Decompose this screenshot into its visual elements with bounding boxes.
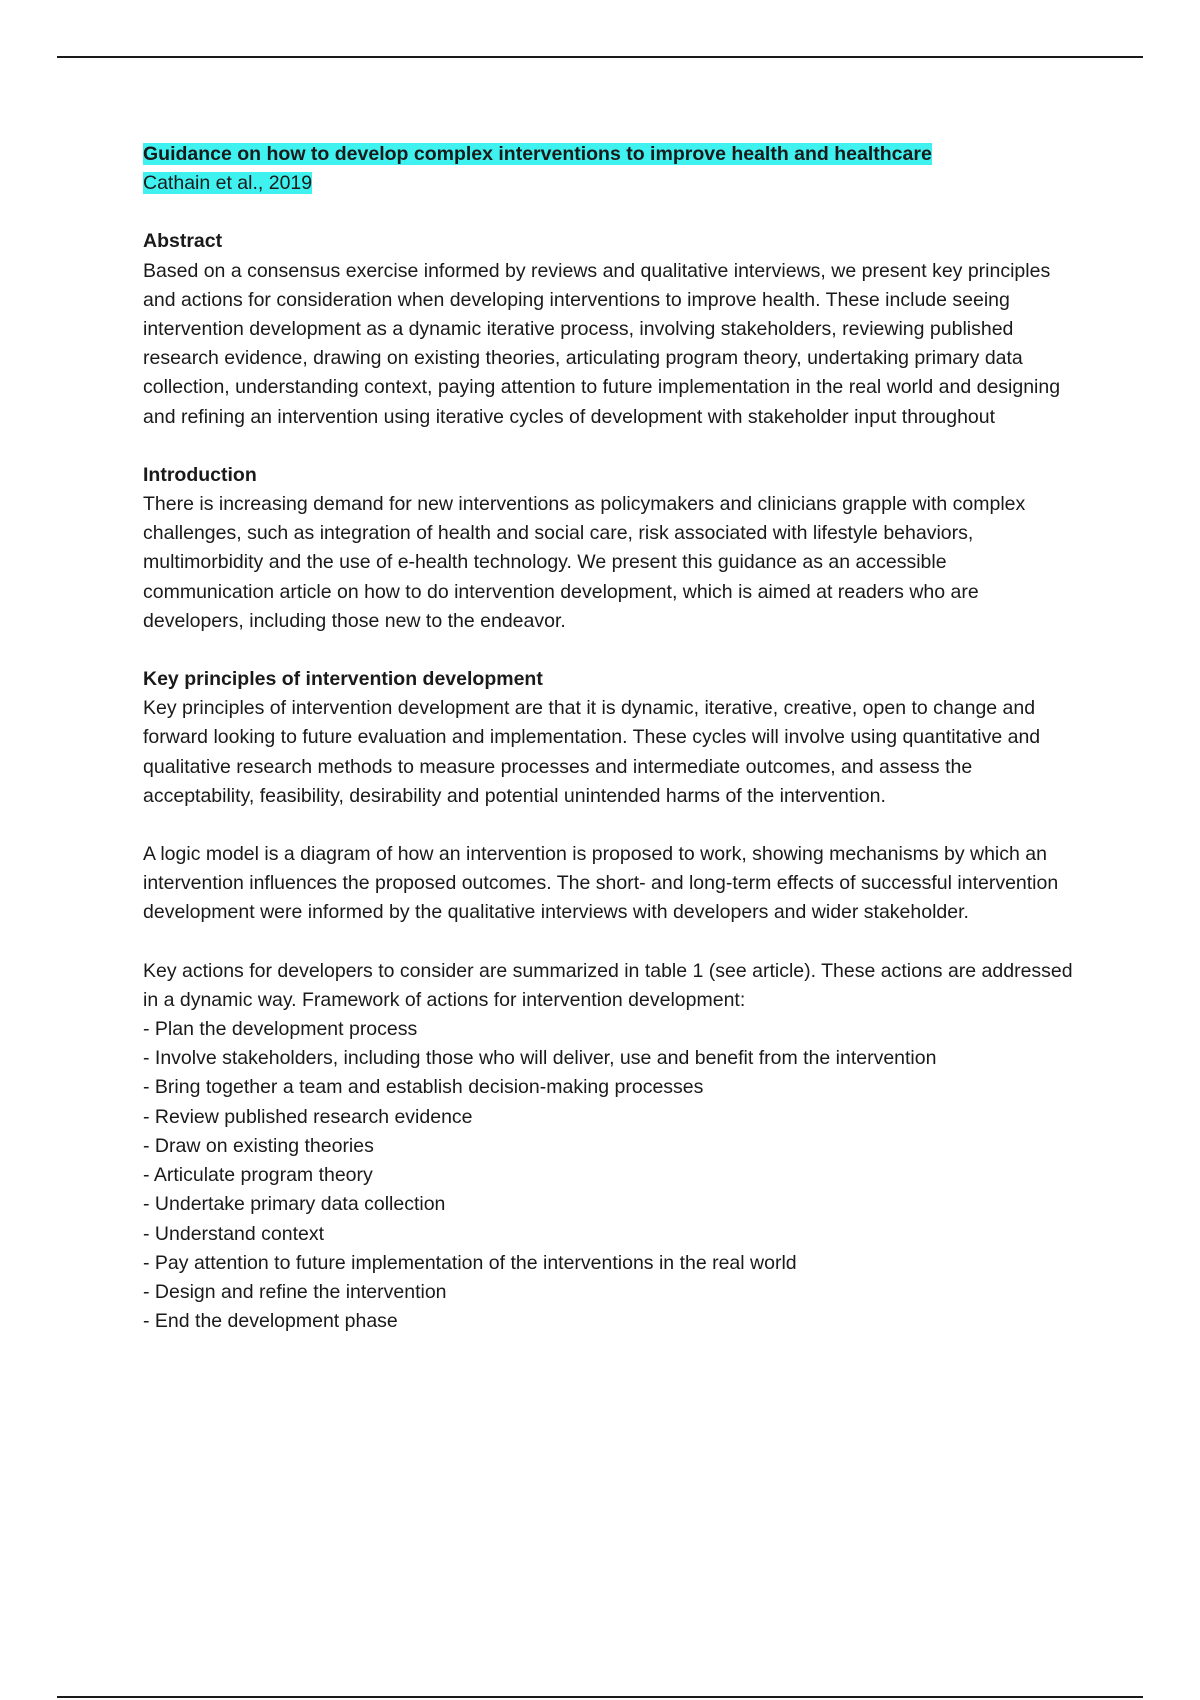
top-rule bbox=[57, 56, 1143, 58]
introduction-section bbox=[143, 461, 1083, 636]
list-item: - Understand context bbox=[143, 1220, 1083, 1249]
key-actions-list bbox=[143, 1015, 1083, 1336]
document-title: Guidance on how to develop complex interventions to improve health and healthcare bbox=[143, 143, 932, 165]
introduction-body: There is increasing demand for new interventions as policymakers and clinicians grapple with complex challenges, such as integration of health and social care, risk associated with lifestyle behaviors, multimorbidity and the use of e-health technology. We present this guidance as an accessible communication article on how to do intervention development, which is aimed at readers who are developers, including those new to the endeavor. bbox=[143, 493, 1026, 632]
document-title-line bbox=[143, 140, 1083, 169]
list-item: - Bring together a team and establish decision-making processes bbox=[143, 1073, 1083, 1102]
logic-model-section bbox=[143, 840, 1083, 928]
list-item: - End the development phase bbox=[143, 1307, 1083, 1336]
list-item: - Design and refine the intervention bbox=[143, 1278, 1083, 1307]
abstract-heading: Abstract bbox=[143, 230, 223, 253]
list-item: - Involve stakeholders, including those who will deliver, use and benefit from the intervention bbox=[143, 1044, 1083, 1073]
list-item: - Articulate program theory bbox=[143, 1161, 1083, 1190]
introduction-heading: Introduction bbox=[143, 463, 257, 486]
abstract-section bbox=[143, 227, 1083, 431]
list-item: - Review published research evidence bbox=[143, 1103, 1083, 1132]
key-principles-body: Key principles of intervention development are that it is dynamic, iterative, creative, open to change and forward looking to future evaluation and implementation. These cycles will involve using quantitative and qualitative research methods to measure processes and intermediate outcomes, and assess the acceptability, feasibility, desirability and potential unintended harms of the intervention. bbox=[143, 697, 1041, 807]
key-actions-intro: Key actions for developers to consider are summarized in table 1 (see article). These actions are addressed in a dynamic way. Framework of actions for intervention development: bbox=[143, 959, 1073, 1011]
list-item: - Draw on existing theories bbox=[143, 1132, 1083, 1161]
logic-model-body: A logic model is a diagram of how an intervention is proposed to work, showing mechanisms by which an intervention influences the proposed outcomes. The short- and long-term effects of successful intervention development were informed by the qualitative interviews with developers and wider stakeholder. bbox=[143, 843, 1059, 924]
list-item: - Pay attention to future implementation of the interventions in the real world bbox=[143, 1249, 1083, 1278]
bottom-rule bbox=[57, 1696, 1143, 1698]
list-item: - Plan the development process bbox=[143, 1015, 1083, 1044]
key-principles-heading: Key principles of intervention development bbox=[143, 668, 543, 691]
citation-line bbox=[143, 169, 1083, 198]
list-item: - Undertake primary data collection bbox=[143, 1190, 1083, 1219]
key-principles-section bbox=[143, 665, 1083, 811]
document-body bbox=[143, 140, 1083, 1336]
abstract-body: Based on a consensus exercise informed by reviews and qualitative interviews, we present key principles and actions for consideration when developing interventions to improve health. These include seeing intervention development as a dynamic iterative process, involving stakeholders, reviewing published research evidence, drawing on existing theories, articulating program theory, undertaking primary data collection, understanding context, paying attention to future implementation in the real world and designing and refining an intervention using iterative cycles of development with stakeholder input throughout bbox=[143, 259, 1061, 428]
document-citation: Cathain et al., 2019 bbox=[143, 172, 313, 195]
key-actions-section bbox=[143, 957, 1083, 1337]
